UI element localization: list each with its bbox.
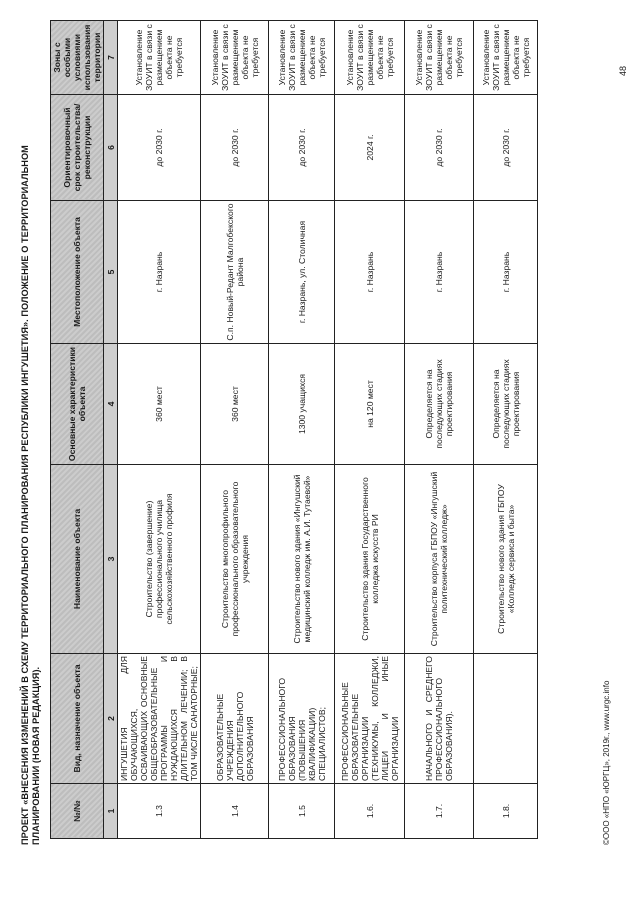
object-name: Строительство (завершение) профессионального училища сельскохозяйственного профиля <box>118 465 201 654</box>
col-header-type: Вид, назначение объекта <box>51 654 104 784</box>
object-name: Строительство нового здания «Ингушский медицинский колледж им. А.И. Тутаевой» <box>269 465 335 654</box>
copyright-footer: ©ООО «НПО «ЮРГЦ», 2019г., www.urgc.info <box>602 680 611 845</box>
object-zones: Установление ЗОУИТ в связи с размещением объекта не требуется <box>474 21 538 95</box>
object-name: Строительство корпуса ГБПОУ «Ингушский политехнический колледж» <box>405 465 474 654</box>
object-location: г. Назрань <box>405 201 474 344</box>
object-term: до 2030 г. <box>201 95 269 201</box>
col-number: 2 <box>104 654 118 784</box>
object-characteristics: 360 мест <box>201 344 269 465</box>
object-location: г. Назрань, ул. Столичная <box>269 201 335 344</box>
object-location: г. Назрань <box>118 201 201 344</box>
object-term: до 2030 г. <box>405 95 474 201</box>
col-number: 5 <box>104 201 118 344</box>
col-number: 1 <box>104 784 118 839</box>
table-row <box>118 21 201 839</box>
column-number-row <box>104 21 118 839</box>
object-characteristics: Определяется на последующих стадиях проектирования <box>405 344 474 465</box>
col-header-name: Наименование объекта <box>51 465 104 654</box>
table-row <box>335 21 405 839</box>
objects-table <box>50 20 538 839</box>
object-location: г. Назрань <box>474 201 538 344</box>
object-location: г. Назрань <box>335 201 405 344</box>
object-characteristics: на 120 мест <box>335 344 405 465</box>
object-type: ИНГУШЕТИЯ ДЛЯ ОБУЧАЮЩИХСЯ, ОСВАИВАЮЩИХ ОСНОВНЫЕ ОБЩЕОБРАЗОВАТЕЛЬНЫЕ ПРОГРАММЫ И НУЖДАЮЩИХСЯ В ДЛИТЕЛЬНОМ ЛЕЧЕНИИ; В ТОМ ЧИСЛЕ САНАТОРНЫЕ; <box>118 654 201 784</box>
row-number: 1.5 <box>269 784 335 839</box>
object-name: Строительство нового здания ГБПОУ «Колледж сервиса и быта» <box>474 465 538 654</box>
object-name: Строительство здания Государственного колледжа искусств РИ <box>335 465 405 654</box>
object-term: до 2030 г. <box>474 95 538 201</box>
table-header-row <box>51 21 104 839</box>
object-type: ПРОФЕССИОНАЛЬНЫЕ ОБРАЗОВАТЕЛЬНЫЕ ОРГАНИЗАЦИИ (ТЕХНИКУМЫ, КОЛЛЕДЖИ, ЛИЦЕИ И ИНЫЕ ОРГАНИЗАЦИИ <box>335 654 405 784</box>
col-number: 6 <box>104 95 118 201</box>
col-header-number: №/№ <box>51 784 104 839</box>
col-number: 7 <box>104 21 118 95</box>
object-type <box>474 654 538 784</box>
table-row <box>201 21 269 839</box>
row-number: 1.6. <box>335 784 405 839</box>
object-characteristics: Определяется на последующих стадиях проектирования <box>474 344 538 465</box>
object-zones: Установление ЗОУИТ в связи с размещением объекта не требуется <box>269 21 335 95</box>
col-number: 3 <box>104 465 118 654</box>
object-term: до 2030 г. <box>118 95 201 201</box>
table-row <box>269 21 335 839</box>
object-characteristics: 1300 учащихся <box>269 344 335 465</box>
object-zones: Установление ЗОУИТ в связи с размещением объекта не требуется <box>405 21 474 95</box>
col-header-characteristics: Основные характеристики объекта <box>51 344 104 465</box>
object-type: ОБРАЗОВАТЕЛЬНЫЕ УЧРЕЖДЕНИЯ ДОПОЛНИТЕЛЬНОГО ОБРАЗОВАНИЯ <box>201 654 269 784</box>
object-characteristics: 360 мест <box>118 344 201 465</box>
object-location: С.п. Новый-Редант Малгобекского района <box>201 201 269 344</box>
row-number: 1.4 <box>201 784 269 839</box>
col-header-term: Ориентировочный срок строительства/ реконструкции <box>51 95 104 201</box>
object-name: Строительство многопрофильного профессионального образовательного учреждения <box>201 465 269 654</box>
table-row <box>405 21 474 839</box>
object-zones: Установление ЗОУИТ в связи с размещением объекта не требуется <box>118 21 201 95</box>
col-header-location: Местоположение объекта <box>51 201 104 344</box>
col-number: 4 <box>104 344 118 465</box>
object-type: НАЧАЛЬНОГО И СРЕДНЕГО ПРОФЕССИОНАЛЬНОГО ОБРАЗОВАНИЯ). <box>405 654 474 784</box>
row-number: 1.7. <box>405 784 474 839</box>
document-title: ПРОЕКТ «ВНЕСЕНИЯ ИЗМЕНЕНИЙ В СХЕМУ ТЕРРИТОРИАЛЬНОГО ПЛАНИРОВАНИЯ РЕСПУБЛИКИ ИНГУШЕТИЯ». ПОЛОЖЕНИЕ О ТЕРРИТОРИАЛЬНОМ ПЛАНИРОВАНИИ (НОВАЯ РЕДАКЦИЯ). <box>20 145 41 845</box>
page-number: 48 <box>618 65 628 76</box>
object-zones: Установление ЗОУИТ в связи с размещением объекта не требуется <box>201 21 269 95</box>
col-header-zones: Зоны с особыми условиями использования территории <box>51 21 104 95</box>
table-row <box>474 21 538 839</box>
object-type: ПРОФЕССИОНАЛЬНОГО ОБРАЗОВАНИЯ (ПОВЫШЕНИЯ КВАЛИФИКАЦИИ) СПЕЦИАЛИСТОВ; <box>269 654 335 784</box>
object-zones: Установление ЗОУИТ в связи с размещением объекта не требуется <box>335 21 405 95</box>
row-number: 1.8. <box>474 784 538 839</box>
object-term: 2024 г. <box>335 95 405 201</box>
row-number: 1.3 <box>118 784 201 839</box>
object-term: до 2030 г. <box>269 95 335 201</box>
